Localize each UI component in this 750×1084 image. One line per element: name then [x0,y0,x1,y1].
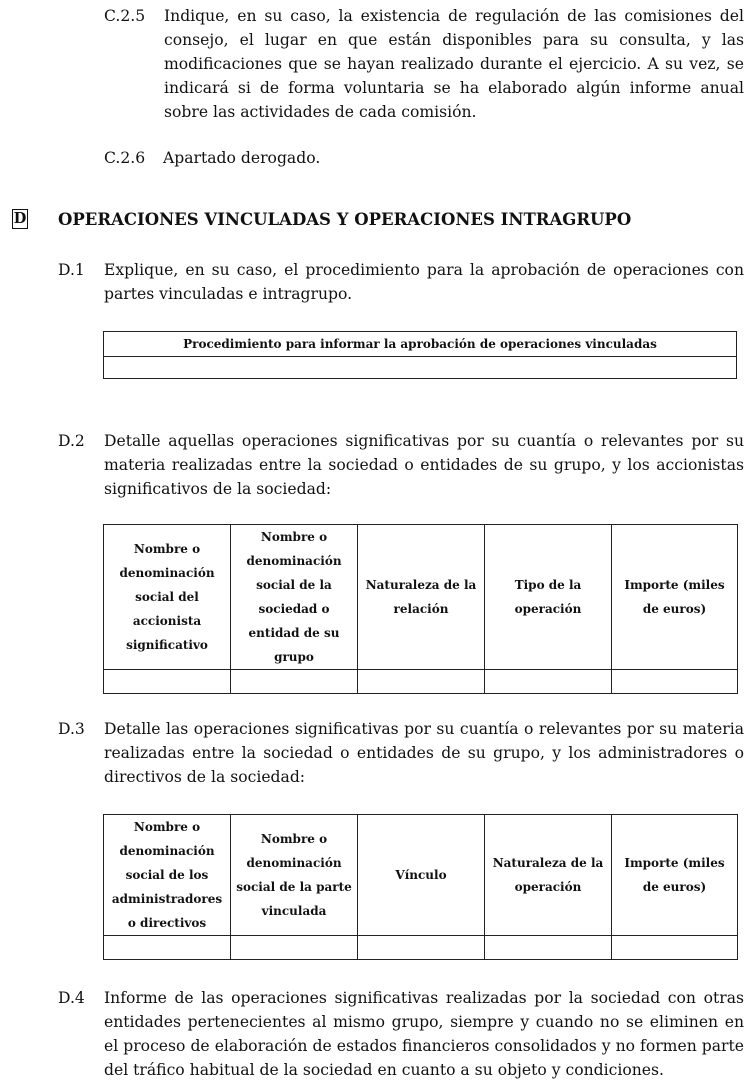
column-header [104,815,231,936]
table-empty-cell [104,936,231,960]
column-header [231,815,358,936]
table-empty-cell [104,670,231,694]
column-header [612,815,738,936]
column-header-label: Vínculo [395,868,447,882]
column-header-label: Nombre o denominación social del accionista significativo [119,542,215,652]
column-header-label: Nombre o denominación social de la parte vinculada [236,832,352,918]
item-number: D.2 [58,432,85,450]
item-d-4 [58,986,744,1082]
column-header [358,815,485,936]
item-text: Informe de las operaciones significativas realizadas por la sociedad con otras entidades pertenecientes al mismo grupo, siempre y cuando no se eliminen en el proceso de elaboración de estados financieros consolidados y no formen parte del tráfico habitual de la sociedad en cuanto a su objeto y condiciones. [104,989,744,1079]
item-number: D.4 [58,989,85,1007]
item-number: D.3 [58,720,85,738]
column-header [231,525,358,670]
item-text: Explique, en su caso, el procedimiento para la aprobación de operaciones con partes vinculadas e intragrupo. [104,261,744,303]
column-header-label: Naturaleza de la relación [365,578,477,616]
table-empty-cell [485,670,612,694]
table-empty-cell [358,936,485,960]
table-empty-cell [612,670,738,694]
item-number: D.1 [58,261,85,279]
column-header-label: Nombre o denominación social de los administradores o directivos [111,820,223,930]
item-d-1 [58,258,744,306]
item-c-2-6 [104,146,744,170]
table-empty-cell [231,936,358,960]
column-header-label: Nombre o denominación social de la sociedad o entidad de su grupo [246,530,342,664]
item-number: C.2.6 [104,149,146,167]
item-text: Indique, en su caso, la existencia de regulación de las comisiones del consejo, el lugar en que están disponibles para su consulta, y las modificaciones que se hayan realizado durante el ejercicio. A su vez, se indicará si de forma voluntaria se ha elaborado algún informe anual sobre las actividades de cada comisión. [164,7,744,121]
table-empty-cell [485,936,612,960]
table-empty-cell [104,357,737,379]
section-letter-box: D [13,210,27,227]
item-number: C.2.5 [104,7,146,25]
table-empty-cell [612,936,738,960]
table-empty-cell [358,670,485,694]
column-header [485,815,612,936]
column-header [104,525,231,670]
item-d-2 [58,429,744,501]
item-d-3 [58,717,744,789]
column-header [612,525,738,670]
shareholder-operations-table [103,524,738,694]
column-header-label: Naturaleza de la operación [492,856,604,894]
table-empty-cell [231,670,358,694]
item-text: Detalle aquellas operaciones significativas por su cuantía o relevantes por su materia realizadas entre la sociedad o entidades de su grupo, y los accionistas significativos de la sociedad: [104,432,744,498]
column-header [358,525,485,670]
column-header-label: Importe (miles de euros) [624,856,725,894]
item-c-2-5 [104,4,744,124]
column-header [485,525,612,670]
procedure-table [103,331,737,379]
table-header-cell: Procedimiento para informar la aprobación de operaciones vinculadas [104,332,737,357]
director-operations-table [103,814,738,960]
column-header-label: Importe (miles de euros) [624,578,725,616]
item-text: Detalle las operaciones significativas por su cuantía o relevantes por su materia realizadas entre la sociedad o entidades de su grupo, y los administradores o directivos de la sociedad: [104,720,744,786]
item-text: Apartado derogado. [163,149,321,167]
column-header-label: Tipo de la operación [514,578,582,616]
section-title: OPERACIONES VINCULADAS Y OPERACIONES INTRAGRUPO [58,210,632,229]
